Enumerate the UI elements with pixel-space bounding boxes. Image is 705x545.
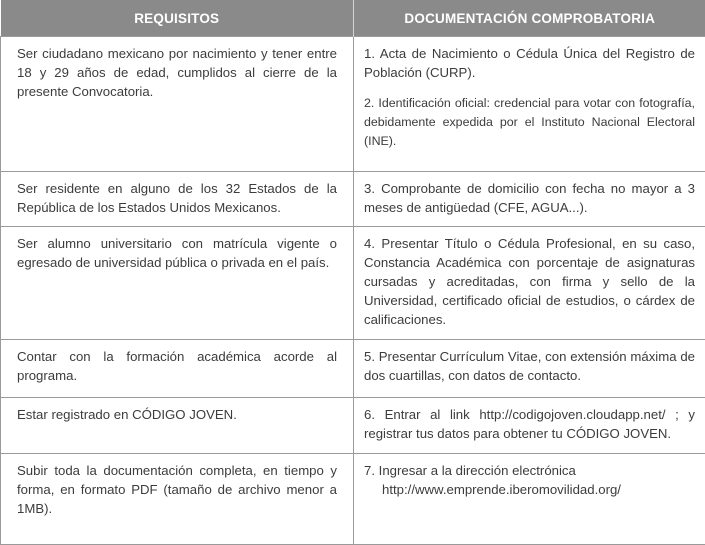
documentation-cell (354, 398, 705, 454)
doc-item: 3. Comprobante de domicilio con fecha no mayor a 3 meses de antigüedad (CFE, AGUA...). (364, 181, 695, 215)
table-row (1, 227, 705, 340)
table-header-row (1, 0, 705, 37)
requirement-cell: Estar registrado en CÓDIGO JOVEN. (1, 398, 354, 454)
documentation-cell (354, 340, 705, 398)
doc-item: 4. Presentar Título o Cédula Profesional, en su caso, Constancia Académica con porcentaje de asignaturas cursadas y acreditadas, con firma y sello de la Universidad, certificado oficial de estudios, o cárdex de calificaciones. (364, 236, 695, 327)
doc-item: 1. Acta de Nacimiento o Cédula Única del Registro de Población (CURP). (364, 46, 695, 80)
requirement-cell: Ser alumno universitario con matrícula vigente o egresado de universidad pública o privada en el país. (1, 227, 354, 340)
doc-item: 5. Presentar Currículum Vitae, con extensión máxima de dos cuartillas, con datos de contacto. (364, 349, 695, 383)
emprende-link[interactable]: http://www.emprende.iberomovilidad.org/ (382, 482, 621, 497)
header-documentacion: DOCUMENTACIÓN COMPROBATORIA (354, 0, 705, 37)
requirement-cell: Ser residente en alguno de los 32 Estados de la República de los Estados Unidos Mexicanos. (1, 172, 354, 227)
doc-item (364, 461, 695, 499)
documentation-cell (354, 37, 705, 172)
table-row (1, 37, 705, 172)
doc-item-intro: 7. Ingresar a la dirección electrónica (364, 463, 576, 478)
table-row (1, 454, 705, 545)
documentation-cell (354, 172, 705, 227)
documentation-cell (354, 454, 705, 545)
header-requisitos: REQUISITOS (1, 0, 354, 37)
requirement-cell: Contar con la formación académica acorde al programa. (1, 340, 354, 398)
requirement-cell: Ser ciudadano mexicano por nacimiento y tener entre 18 y 29 años de edad, cumplidos al cierre de la presente Convocatoria. (1, 37, 354, 172)
table-row (1, 398, 705, 454)
table-row (1, 172, 705, 227)
doc-item: 6. Entrar al link http://codigojoven.cloudapp.net/ ; y registrar tus datos para obtener tu CÓDIGO JOVEN. (364, 407, 695, 441)
requirement-cell: Subir toda la documentación completa, en tiempo y forma, en formato PDF (tamaño de archivo menor a 1MB). (1, 454, 354, 545)
table-row (1, 340, 705, 398)
documentation-cell (354, 227, 705, 340)
doc-item: 2. Identificación oficial: credencial para votar con fotografía, debidamente expedida por el Instituto Nacional Electoral (INE). (364, 96, 695, 148)
